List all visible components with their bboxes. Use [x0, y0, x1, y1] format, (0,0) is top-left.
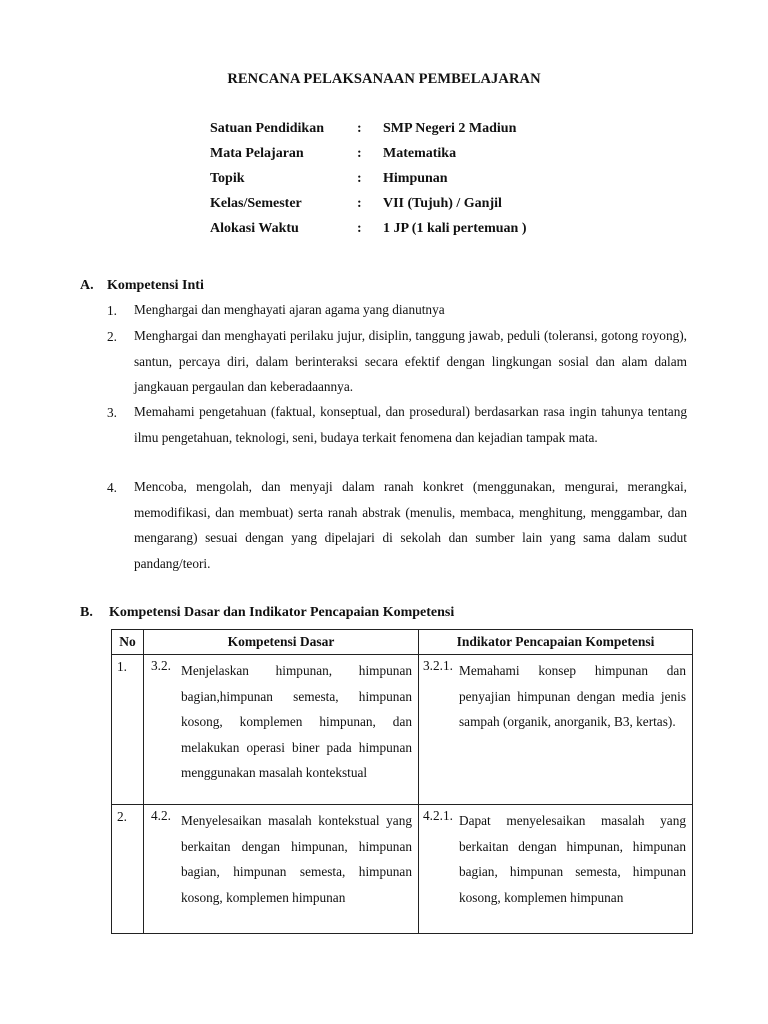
section-letter: A.	[80, 278, 94, 293]
identity-key: Satuan Pendidikan	[210, 121, 324, 136]
list-item	[107, 303, 687, 323]
competency-table	[111, 629, 693, 934]
ipk-code: 4.2.1.	[423, 808, 453, 823]
kd-text: Menjelaskan himpunan, himpunan bagian,himpunan semesta, himpunan kosong, komplemen himpunan, dan melakukan operasi biner pada himpunan menggunakan masalah kontekstual	[181, 663, 412, 780]
document-title: RENCANA PELAKSANAAN PEMBELAJARAN	[227, 71, 541, 87]
list-text: Mencoba, mengolah, dan menyaji dalam ranah konkret (menggunakan, mengurai, merangkai, memodifikasi, dan membuat) serta ranah abstrak (menulis, membaca, menghitung, menggambar, dan mengarang) sesuai dengan yang dipelajari di sekolah dan sumber lain yang sama dalam sudut pandang/teori.	[134, 479, 687, 571]
kd-code: 4.2.	[151, 808, 171, 823]
identity-separator: :	[357, 196, 362, 211]
cell-kd	[144, 655, 419, 805]
identity-value: Matematika	[383, 146, 457, 161]
cell-no	[112, 805, 144, 934]
ipk-code: 3.2.1.	[423, 658, 453, 673]
identity-value: Himpunan	[383, 171, 448, 186]
column-header-no: No	[112, 630, 144, 655]
identity-key: Mata Pelajaran	[210, 146, 304, 161]
ipk-text: Memahami konsep himpunan dan penyajian himpunan dengan media jenis sampah (organik, anorganik, B3, kertas).	[459, 663, 686, 729]
section-title: Kompetensi Dasar dan Indikator Pencapaian Kompetensi	[109, 605, 455, 620]
table-row	[112, 655, 693, 805]
section-letter: B.	[80, 605, 93, 620]
row-number: 2.	[117, 809, 127, 824]
identity-value: 1 JP (1 kali pertemuan )	[383, 221, 527, 236]
identity-separator: :	[357, 221, 362, 236]
row-number: 1.	[117, 659, 127, 674]
cell-kd	[144, 805, 419, 934]
table-header-row	[112, 630, 693, 655]
list-number: 3.	[107, 405, 117, 420]
identity-separator: :	[357, 171, 362, 186]
list-text: Menghargai dan menghayati ajaran agama yang dianutnya	[134, 302, 445, 317]
list-text: Menghargai dan menghayati perilaku jujur, disiplin, tanggung jawab, peduli (toleransi, gotong royong), santun, percaya diri, dalam berinteraksi secara efektif dengan lingkungan sosial dan alam dalam jangkauan pergaulan dan keberadaannya.	[134, 328, 687, 394]
list-item	[107, 329, 687, 400]
identity-separator: :	[357, 146, 362, 161]
column-header-ipk: Indikator Pencapaian Kompetensi	[419, 630, 693, 655]
cell-no	[112, 655, 144, 805]
column-header-kd: Kompetensi Dasar	[144, 630, 419, 655]
ipk-text: Dapat menyelesaikan masalah yang berkaitan dengan himpunan, himpunan bagian, himpunan semesta, himpunan kosong, komplemen himpunan	[459, 813, 686, 905]
section-title: Kompetensi Inti	[107, 278, 204, 293]
identity-value: VII (Tujuh) / Ganjil	[383, 196, 502, 211]
table-row	[112, 805, 693, 934]
list-number: 4.	[107, 480, 117, 495]
identity-value: SMP Negeri 2 Madiun	[383, 121, 517, 136]
cell-ipk	[419, 805, 693, 934]
identity-key: Topik	[210, 171, 245, 186]
list-item	[107, 480, 687, 576]
cell-ipk	[419, 655, 693, 805]
list-text: Memahami pengetahuan (faktual, konseptual, dan prosedural) berdasarkan rasa ingin tahunya tentang ilmu pengetahuan, teknologi, seni, budaya terkait fenomena dan kejadian tampak mata.	[134, 404, 687, 445]
kd-code: 3.2.	[151, 658, 171, 673]
identity-key: Kelas/Semester	[210, 196, 302, 211]
identity-separator: :	[357, 121, 362, 136]
kd-text: Menyelesaikan masalah kontekstual yang berkaitan dengan himpunan, himpunan bagian, himpunan semesta, himpunan kosong, komplemen himpunan	[181, 813, 412, 905]
list-item	[107, 405, 687, 450]
identity-key: Alokasi Waktu	[210, 221, 299, 236]
list-number: 1.	[107, 303, 117, 318]
list-number: 2.	[107, 329, 117, 344]
